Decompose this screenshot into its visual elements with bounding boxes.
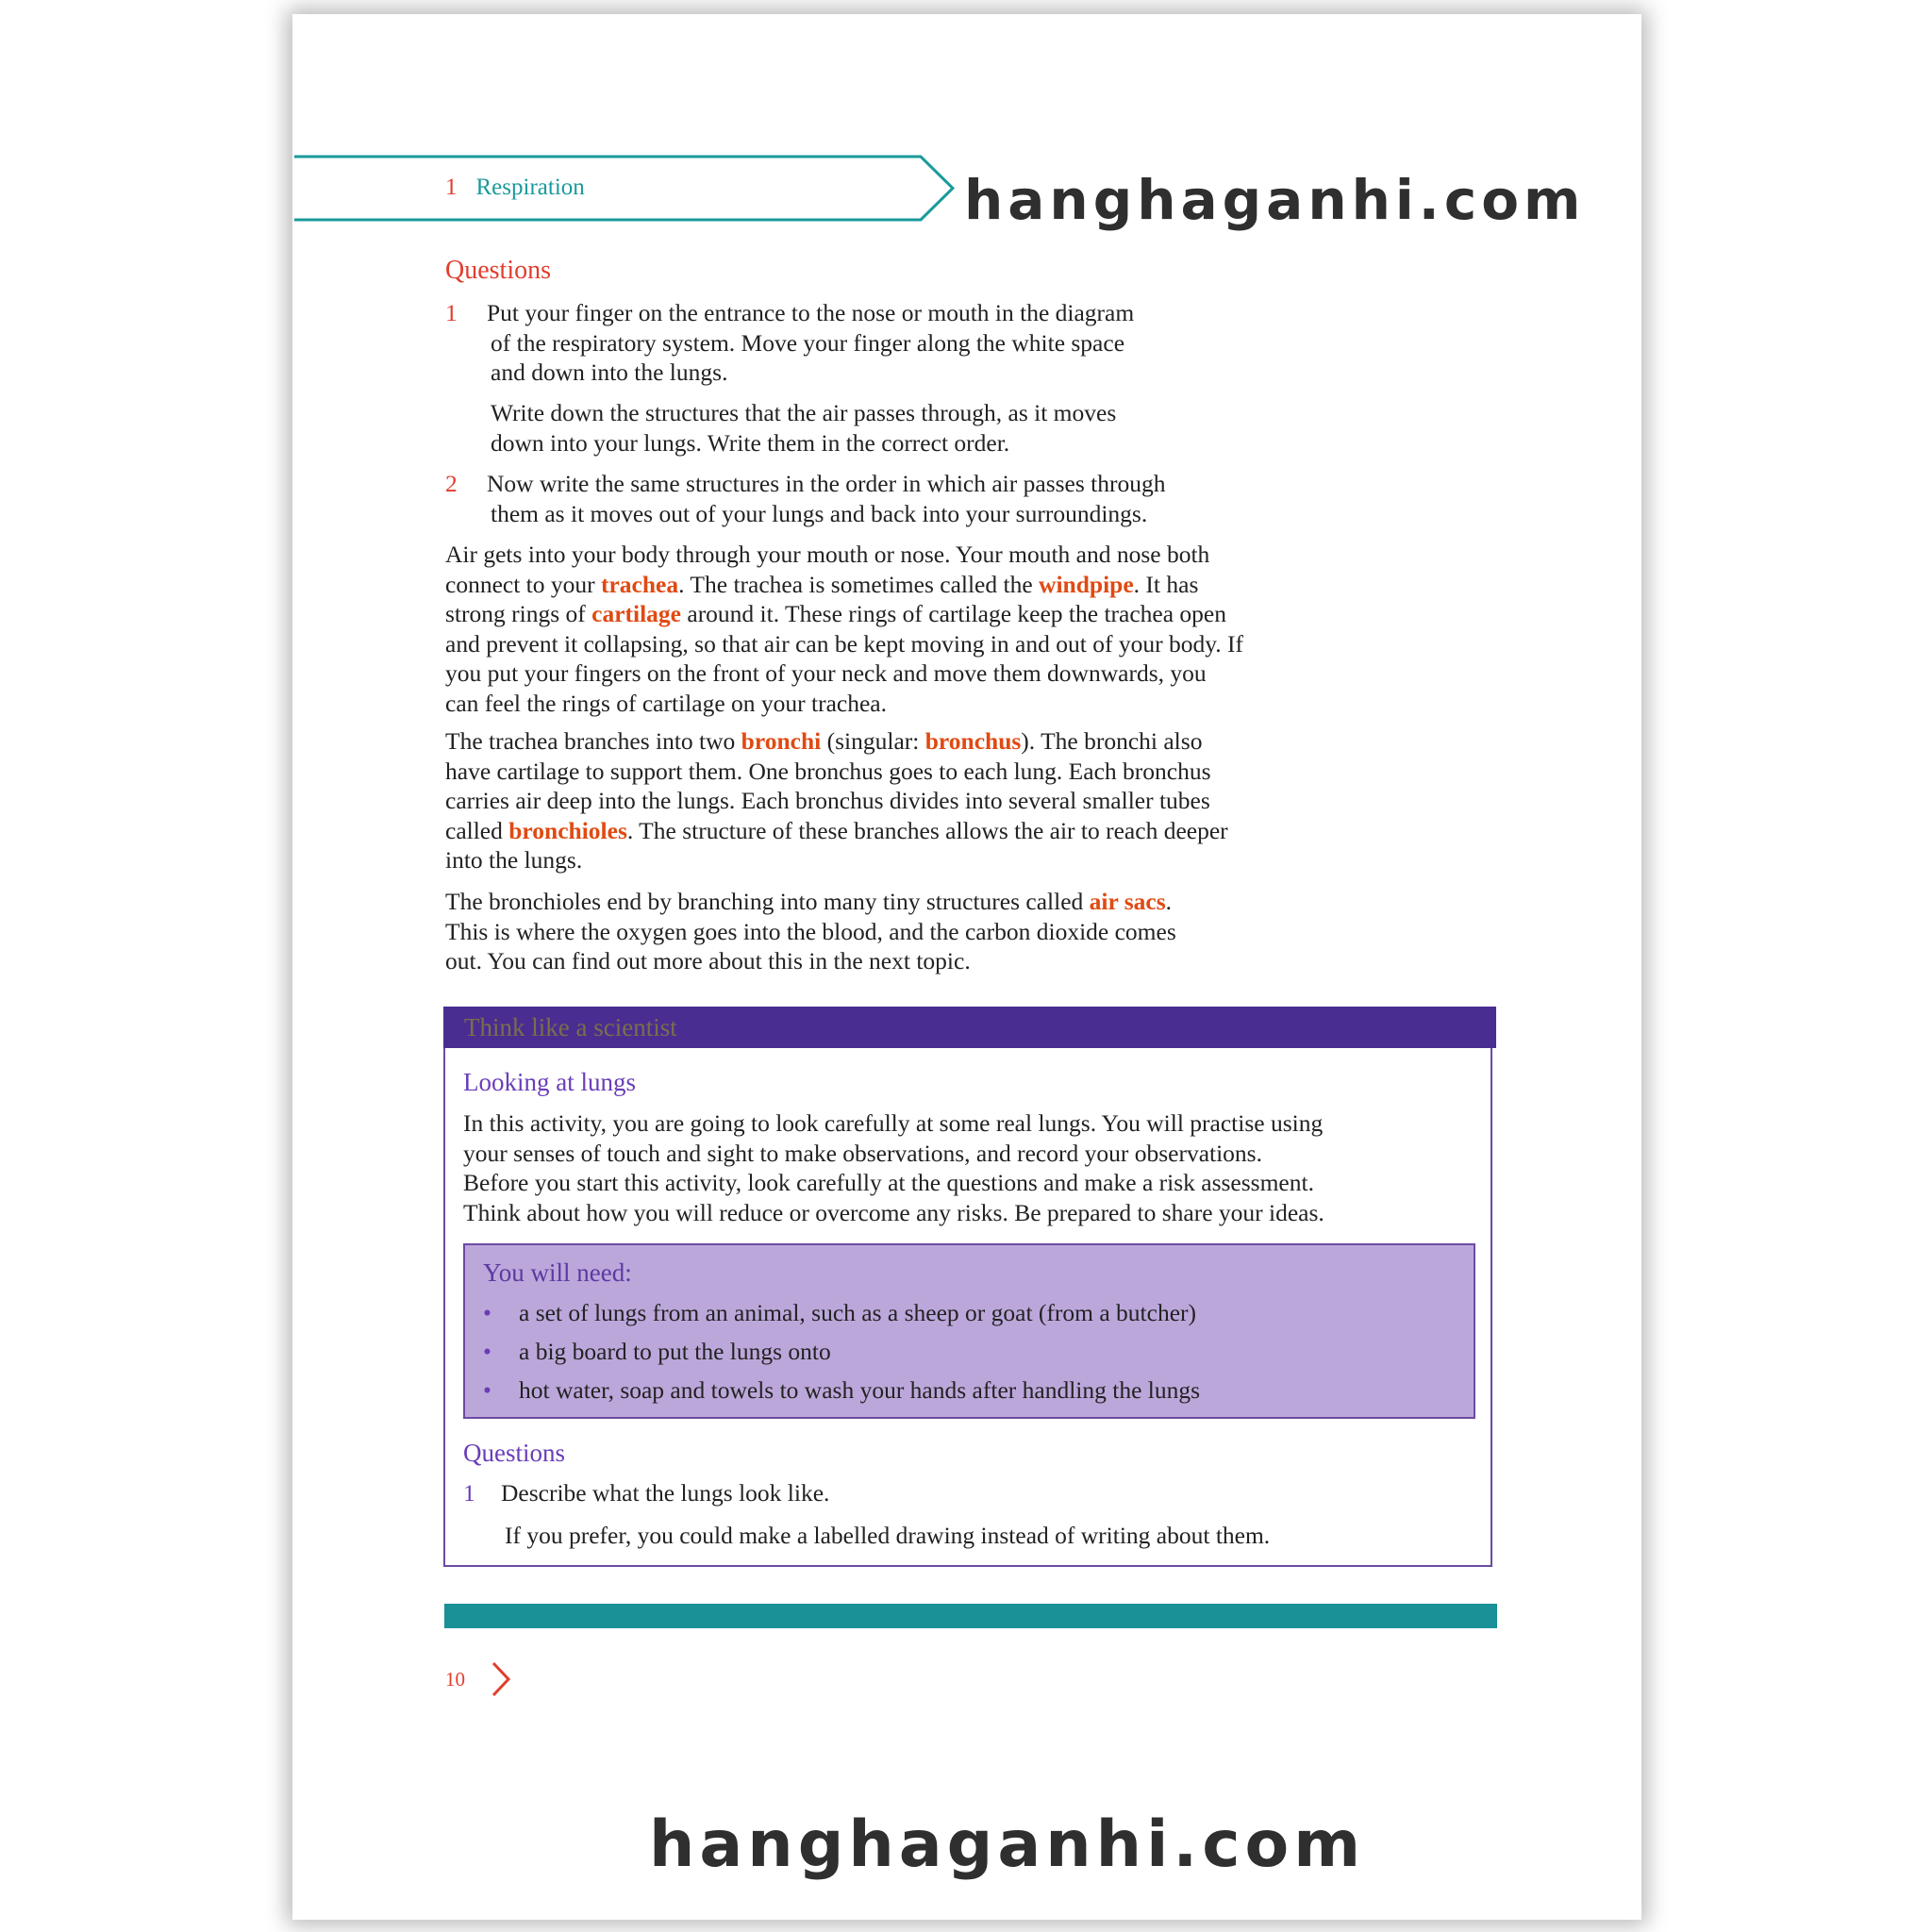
paragraph-trachea bbox=[445, 540, 1245, 718]
activity-title: Looking at lungs bbox=[463, 1068, 636, 1096]
watermark-top: hanghaganhi.com bbox=[964, 168, 1586, 232]
question-line: Put your finger on the entrance to the nose or mouth in the diagram bbox=[487, 299, 1135, 326]
text-run: . This is where the oxygen goes into the blood, and the carbon dioxide comes out. You can find out more about this in the next topic. bbox=[445, 888, 1176, 974]
text-run: Air gets into your body through your mouth or nose. Your mouth and nose both connect to your bbox=[445, 541, 1210, 598]
text-run: . It has strong rings of bbox=[445, 570, 1199, 627]
scientist-box-title: Think like a scientist bbox=[464, 1013, 677, 1041]
text-run: ). The bronchi also have cartilage to support them. One bronchus goes to each lung. Each bronchus carries air deep into the lungs. Each bronchus divides into several smaller tubes called bbox=[445, 727, 1211, 844]
keyword-air-sacs: air sacs bbox=[1089, 888, 1166, 915]
list-item-text: a set of lungs from an animal, such as a sheep or goat (from a butcher) bbox=[519, 1299, 1197, 1326]
question-line: them as it moves out of your lungs and back into your surroundings. bbox=[491, 499, 1148, 527]
activity-question-text: Describe what the lungs look like. bbox=[501, 1479, 830, 1507]
text-run: (singular: bbox=[821, 727, 925, 755]
keyword-cartilage: cartilage bbox=[591, 600, 681, 627]
intro-line: In this activity, you are going to look carefully at some real lungs. You will practise using bbox=[463, 1109, 1324, 1137]
intro-line: Think about how you will reduce or overcome any risks. Be prepared to share your ideas. bbox=[463, 1198, 1324, 1226]
bullet-icon: • bbox=[483, 1299, 491, 1326]
keyword-trachea: trachea bbox=[601, 570, 679, 598]
question-line: Now write the same structures in the order in which air passes through bbox=[487, 470, 1166, 497]
question-number: 2 bbox=[445, 470, 458, 497]
text-run: The trachea branches into two bbox=[445, 727, 741, 755]
activity-question-number: 1 bbox=[463, 1479, 475, 1507]
keyword-windpipe: windpipe bbox=[1039, 570, 1134, 598]
text-run: . The trachea is sometimes called the bbox=[678, 570, 1040, 598]
question-line: down into your lungs. Write them in the correct order. bbox=[491, 428, 1010, 457]
bullet-icon: • bbox=[483, 1338, 491, 1365]
you-will-need-title: You will need: bbox=[483, 1258, 632, 1287]
bullet-icon: • bbox=[483, 1376, 491, 1404]
question-1-followup bbox=[445, 398, 1275, 458]
keyword-bronchus: bronchus bbox=[924, 727, 1022, 755]
text-run: around it. These rings of cartilage keep the trachea open and prevent it collapsing, so that air can be kept moving in and out of your body. If you put your fingers on the front of your neck and move them downwards, you can feel the rings of cartilage on your trachea. bbox=[445, 600, 1244, 717]
chapter-banner-arrow-icon bbox=[294, 153, 964, 224]
activity-question-followup: If you prefer, you could make a labelled drawing instead of writing about them. bbox=[505, 1522, 1271, 1549]
chapter-title: Respiration bbox=[475, 175, 585, 200]
question-line: of the respiratory system. Move your finger along the white space bbox=[491, 328, 1125, 357]
activity-questions-heading: Questions bbox=[463, 1439, 565, 1467]
footer-teal-bar bbox=[444, 1604, 1497, 1628]
question-number: 1 bbox=[445, 299, 458, 326]
text-run: The bronchioles end by branching into many tiny structures called bbox=[445, 888, 1090, 915]
keyword-bronchi: bronchi bbox=[741, 727, 822, 755]
watermark-bottom: hanghaganhi.com bbox=[649, 1807, 1366, 1882]
list-item-text: a big board to put the lungs onto bbox=[519, 1338, 831, 1365]
paragraph-air-sacs bbox=[445, 887, 1200, 976]
question-2 bbox=[445, 469, 1275, 528]
chapter-number: 1 bbox=[445, 175, 458, 200]
page-number: 10 bbox=[445, 1668, 465, 1690]
keyword-bronchioles: bronchioles bbox=[508, 816, 627, 844]
chevron-right-icon bbox=[491, 1661, 511, 1697]
question-1 bbox=[445, 298, 1275, 388]
text-run: . The structure of these branches allows the air to reach deeper into the lungs. bbox=[445, 816, 1228, 874]
chapter-header bbox=[445, 173, 585, 203]
question-line: and down into the lungs. bbox=[491, 358, 728, 386]
questions-heading: Questions bbox=[445, 256, 551, 285]
intro-line: your senses of touch and sight to make observations, and record your observations. bbox=[463, 1139, 1262, 1167]
question-line: Write down the structures that the air passes through, as it moves bbox=[491, 399, 1117, 426]
paragraph-bronchi bbox=[445, 726, 1228, 875]
list-item-text: hot water, soap and towels to wash your hands after handling the lungs bbox=[519, 1376, 1201, 1404]
intro-line: Before you start this activity, look carefully at the questions and make a risk assessment. bbox=[463, 1169, 1314, 1196]
activity-intro bbox=[463, 1108, 1324, 1227]
